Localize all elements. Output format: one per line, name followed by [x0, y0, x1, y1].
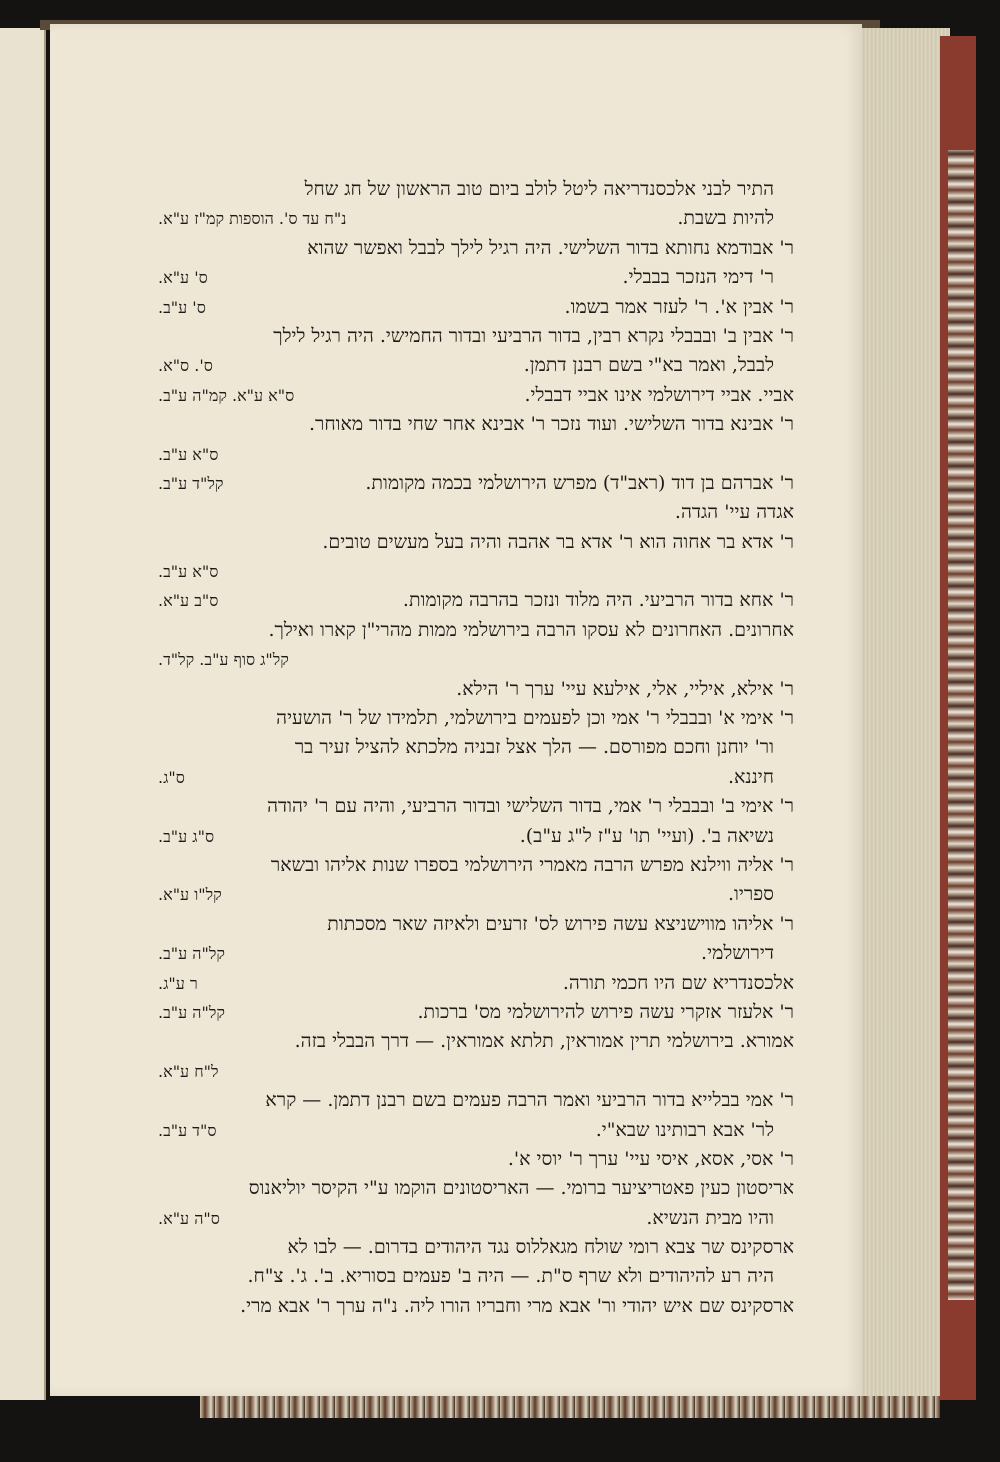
text-line — [158, 176, 794, 205]
text-line — [158, 676, 794, 705]
page-stack-edge — [858, 28, 950, 1400]
text-line — [158, 235, 794, 264]
text-line — [158, 823, 794, 852]
line-text: אלכסנדריא שם היו חכמי תורה. — [562, 971, 794, 994]
line-text: אביי. אביי דירושלמי אינו אביי דבבלי. — [524, 383, 794, 406]
text-line — [158, 1293, 794, 1322]
page-reference: ס"ד ע"ב. — [158, 1120, 217, 1140]
text-line — [158, 617, 794, 646]
line-text: ר' אדא בר אחוה הוא ר' אדא בר אהבה והיה בעל מעשים טובים. — [322, 530, 794, 553]
text-line — [158, 1263, 794, 1292]
page-reference: קל"ו ע"א. — [158, 885, 222, 905]
text-line — [158, 1146, 794, 1175]
line-text: ספריו. — [728, 883, 774, 906]
text-line — [158, 852, 794, 881]
text-line — [158, 1205, 794, 1234]
line-text: אגדה עיי' הגדה. — [674, 501, 794, 524]
line-text: לבבל, ואמר בא"י בשם רבנן דתמן. — [523, 354, 774, 377]
line-text: דירושלמי. — [701, 942, 774, 965]
text-line — [158, 1234, 794, 1263]
page-reference: ס"א ע"א. קמ"ה ע"ב. — [158, 385, 295, 405]
line-text: ר' אבודמא נחותא בדור השלישי. היה רגיל לילך לבבל ואפשר שהוא — [307, 236, 794, 259]
page-reference: ס'. ס"א. — [158, 356, 213, 376]
page-reference: ס"א ע"ב. — [158, 444, 219, 464]
line-text: נשיאה ב'. (ועיי' תו' ע"ז ל"ג ע"ב). — [519, 824, 774, 847]
text-line — [158, 705, 794, 734]
facing-page-edge — [0, 28, 46, 1400]
page-reference: ס"ג ע"ב. — [158, 826, 215, 846]
page-reference: ס' ע"א. — [158, 268, 208, 288]
line-text: ר' אליהו מווישניצא עשה פירוש לס' זרעים ולאיזה שאר מסכתות — [327, 912, 794, 935]
page-reference: קל"ה ע"ב. — [158, 1002, 225, 1022]
line-text: ר' אברהם בן דוד (ראב"ד) מפרש הירושלמי בכמה מקומות. — [365, 471, 794, 494]
line-text: ר' אילא, איליי, אלי, אילעא עיי' ערך ר' הילא. — [456, 677, 794, 700]
line-text: לר' אבא רבותינו שבא"י. — [595, 1118, 774, 1141]
text-line — [158, 205, 794, 234]
line-text: אחרונים. האחרונים לא עסקו הרבה בירושלמי ממות מהרי"ן קארו ואילך. — [268, 618, 794, 641]
line-text: ר' אמי בבלייא בדור הרביעי ואמר הרבה פעמים בשם רבנן דתמן. — קרא — [265, 1089, 794, 1112]
page-reference: קל"ג סוף ע"ב. קל"ד. — [158, 650, 289, 670]
text-line — [158, 470, 794, 499]
text-line — [158, 970, 794, 999]
text-line — [158, 764, 794, 793]
text-line — [158, 499, 794, 528]
page-reference: ס"ג. — [158, 767, 185, 787]
line-text: היה רע להיהודים ולא שרף ס"ת. — היה ב' פעמים בסוריא. ב'. ג'. צ"ח. — [247, 1265, 774, 1288]
page-reference: נ"ח עד ס'. הוספות קמ"ז ע"א. — [158, 209, 347, 229]
book-page — [50, 24, 862, 1396]
text-line — [158, 587, 794, 616]
page-reference: ס"א ע"ב. — [158, 562, 219, 582]
page-reference: ס' ע"ב. — [158, 297, 206, 317]
text-line — [158, 1175, 794, 1204]
line-text: אמורא. בירושלמי תרין אמוראין, תלתא אמוראין. — דרך הבבלי בזה. — [294, 1030, 794, 1053]
line-text: ר' אימי ב' ובבבלי ר' אמי, בדור השלישי ובדור הרביעי, והיה עם ר' יהודה — [267, 795, 794, 818]
text-line — [158, 1058, 794, 1087]
text-line — [158, 1028, 794, 1057]
text-line — [158, 529, 794, 558]
line-text: ר' אבין א'. ר' לעזר אמר בשמו. — [564, 295, 794, 318]
text-line — [158, 294, 794, 323]
text-line — [158, 352, 794, 381]
text-line — [158, 558, 794, 587]
line-text: ור' יוחנן וחכם מפורסם. — הלך אצל זבניה מלכתא להציל זעיר בר — [294, 736, 774, 759]
line-text: ר' אליה ווילנא מפרש הרבה מאמרי הירושלמי בספרו שנות אליהו ובשאר — [270, 853, 794, 876]
text-line — [158, 734, 794, 763]
line-text: ארסקינס שר צבא רומי שולח מגאללוס נגד היהודים בדרום. — לבו לא — [287, 1236, 794, 1259]
page-reference: ר ע"ג. — [158, 973, 198, 993]
line-text: ר' אבין ב' ובבבלי נקרא רבין, בדור הרביעי ובדור החמישי. היה רגיל לילך — [273, 324, 794, 347]
text-line — [158, 911, 794, 940]
page-reference: ס"ה ע"א. — [158, 1208, 220, 1228]
text-line — [158, 999, 794, 1028]
text-line — [158, 382, 794, 411]
line-text: והיו מבית הנשיא. — [646, 1206, 774, 1229]
page-reference: קל"ד ע"ב. — [158, 473, 224, 493]
text-line — [158, 646, 794, 675]
text-line — [158, 441, 794, 470]
text-line — [158, 323, 794, 352]
page-reference: ס"ב ע"א. — [158, 591, 219, 611]
line-text: ארסקינס שם איש יהודי ור' אבא מרי וחבריו הורו ליה. נ"ה ערך ר' אבא מרי. — [240, 1294, 794, 1317]
bottom-marbled-edge — [200, 1396, 940, 1418]
text-line — [158, 1117, 794, 1146]
line-text: ר' אימי א' ובבבלי ר' אמי וכן לפעמים בירושלמי, תלמידו של ר' הושעיה — [276, 707, 794, 730]
page-text — [158, 176, 794, 1322]
line-text: להיות בשבת. — [677, 207, 774, 230]
page-reference: ל"ח ע"א. — [158, 1061, 219, 1081]
line-text: ר' אסי, אסא, איסי עיי' ערך ר' יוסי א'. — [507, 1147, 794, 1170]
line-text: ר' אבינא בדור השלישי. ועוד נזכר ר' אבינא אחר שחי בדור מאוחר. — [308, 413, 794, 436]
text-line — [158, 1087, 794, 1116]
marbled-edge — [948, 150, 974, 1300]
text-line — [158, 940, 794, 969]
text-line — [158, 264, 794, 293]
line-text: ר' דימי הנזכר בבבלי. — [622, 266, 774, 289]
line-text: חיננא. — [727, 765, 774, 788]
line-text: התיר לבני אלכסנדריאה ליטל לולב ביום טוב הראשון של חג שחל — [304, 178, 774, 200]
text-line — [158, 411, 794, 440]
line-text: אריסטון כעין פאטריציער ברומי. — האריסטונים הוקמו ע"י הקיסר יוליאנוס — [248, 1177, 794, 1200]
text-line — [158, 881, 794, 910]
line-text: ר' אחא בדור הרביעי. היה מלוד ונזכר בהרבה מקומות. — [402, 589, 794, 612]
text-line — [158, 793, 794, 822]
line-text: ר' אלעזר אזקרי עשה פירוש להירושלמי מס' ברכות. — [417, 1000, 794, 1023]
page-reference: קל"ה ע"ב. — [158, 944, 225, 964]
